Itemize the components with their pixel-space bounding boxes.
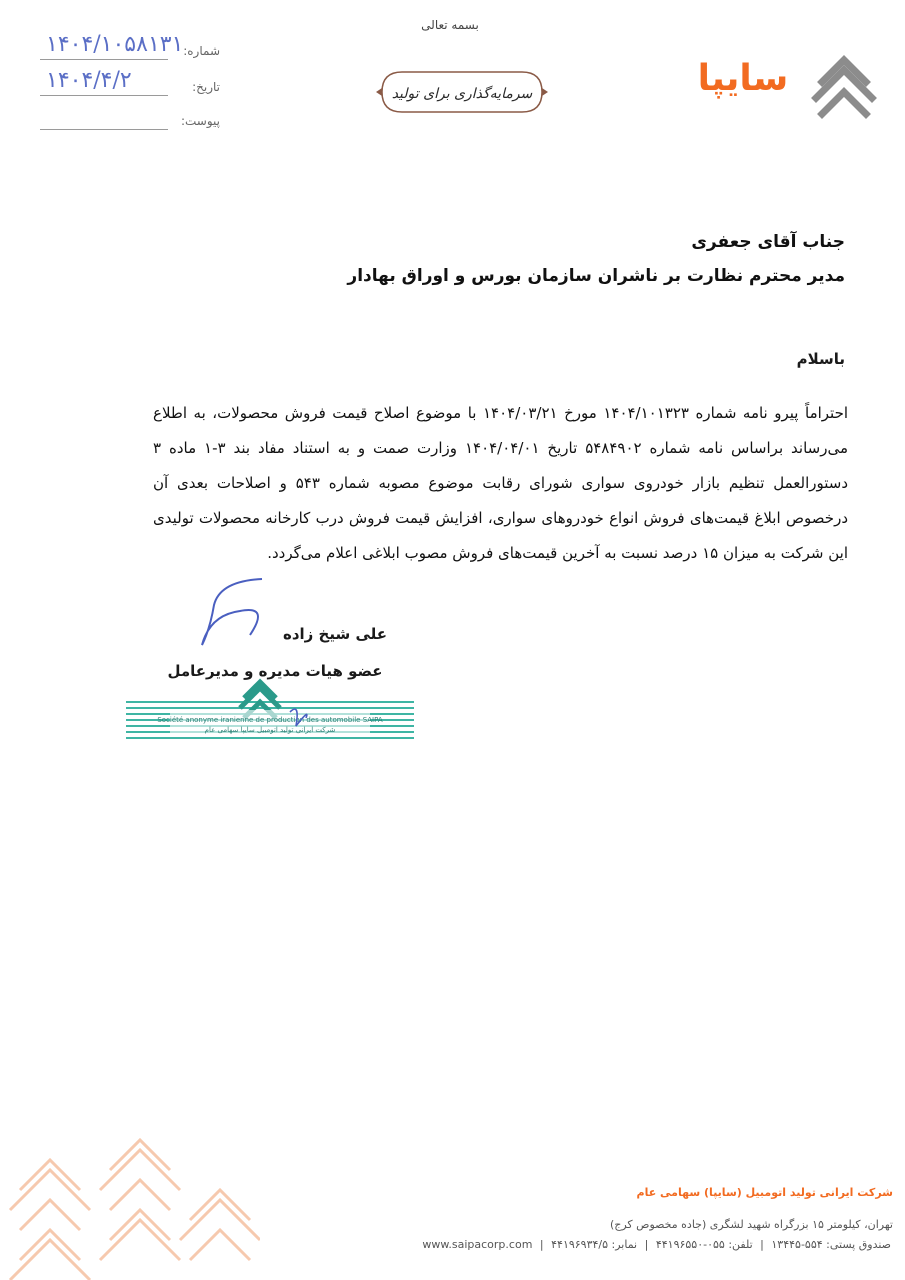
stamp-graphic [120, 672, 420, 752]
signatory-name: علی شیخ زاده [282, 625, 387, 643]
letter-attachment-label: پیوست: [180, 114, 220, 128]
letter-date-line [40, 95, 168, 96]
stamp-text-french: Société anonyme iranienne de production des automobile SAIPA [157, 716, 383, 724]
signatory-title: عضو هیات مدیره و مدیرعامل [167, 662, 383, 680]
footer-phone: تلفن: ۰۵۵-۴۴۱۹۶۵۵۰ [655, 1238, 753, 1251]
letter-number-row [40, 32, 220, 64]
addressee-name: جناب آقای جعفری [691, 232, 845, 252]
stamp-text-persian: شرکت ایرانی تولید اتومبیل سایپا سهامی عام [204, 726, 336, 734]
letter-body: احتراماً پیرو نامه شماره ۱۴۰۴/۱۰۱۳۲۳ مورخ ۱۴۰۴/۰۳/۲۱ با موضوع اصلاح قیمت فروش محصولات، به اطلاع می‌رساند براساس نامه شماره ۵۴۸۴۹۰۲ تاریخ ۱۴۰۴/۰۴/۰۱ وزارت صمت و به استناد مفاد بند ۳-۱ ماده ۳ دستورالعمل تنظیم بازار خودروی سواری شورای رقابت موضوع مصوبه شماره ۵۴۳ و اصلاحات بعدی آن درخصوص ابلاغ قیمت‌های فروش انواع خودروهای سواری، افزایش قیمت فروش درب کارخانه محصولات تولیدی این شرکت به میزان ۱۵ درصد نسبت به آخرین قیمت‌های فروش مصوب ابلاغی اعلام می‌گردد. [153, 404, 849, 562]
greeting: باسلام [796, 350, 845, 368]
footer-fax: نمابر: ۴۴۱۹۶۹۳۴/۵ [551, 1238, 638, 1251]
letter-attachment-line [40, 129, 168, 130]
footer-address: تهران، کیلومتر ۱۵ بزرگراه شهید لشگری (جاده مخصوص کرج) [609, 1218, 893, 1231]
letter-date-label: تاریخ: [192, 80, 220, 94]
basmala: بسمه تعالی [421, 18, 479, 32]
slogan-frame [372, 66, 552, 118]
letter-number-value: ۱۴۰۴/۱۰۵۸۱۳۱ [46, 32, 184, 57]
letter-date-value: ۱۴۰۴/۴/۲ [46, 68, 132, 93]
saipa-logo [684, 52, 880, 122]
letter-attachment-row [40, 112, 220, 134]
footer-pattern-watermark [0, 1130, 260, 1280]
footer-company-name: شرکت ایرانی تولید اتومبیل (سایپا) سهامی عام [636, 1186, 893, 1199]
logo-wordmark: سایپا [697, 58, 789, 99]
company-stamp [120, 672, 420, 752]
addressee-position: مدیر محترم نظارت بر ناشران سازمان بورس و اوراق بهادار [347, 266, 845, 286]
slogan-text: سرمایه‌گذاری برای تولید [391, 86, 533, 102]
slogan-badge [372, 66, 552, 118]
saipa-emblem-icon [808, 52, 880, 122]
handwritten-signature [180, 575, 300, 655]
footer-website-link[interactable]: www.saipacorp.com [422, 1238, 533, 1251]
letter-number-line [40, 59, 168, 60]
footer-contact-line: صندوق پستی: ۵۵۴-۱۳۴۴۵ | تلفن: ۰۵۵-۴۴۱۹۶۵۵۰ | نمابر: ۴۴۱۹۶۹۳۴/۵ | www.saipacorp.com [422, 1238, 891, 1251]
letter-number-label: شماره: [183, 44, 220, 58]
footer-postal: صندوق پستی: ۵۵۴-۱۳۴۴۵ [771, 1238, 891, 1251]
letter-date-row [40, 68, 220, 100]
